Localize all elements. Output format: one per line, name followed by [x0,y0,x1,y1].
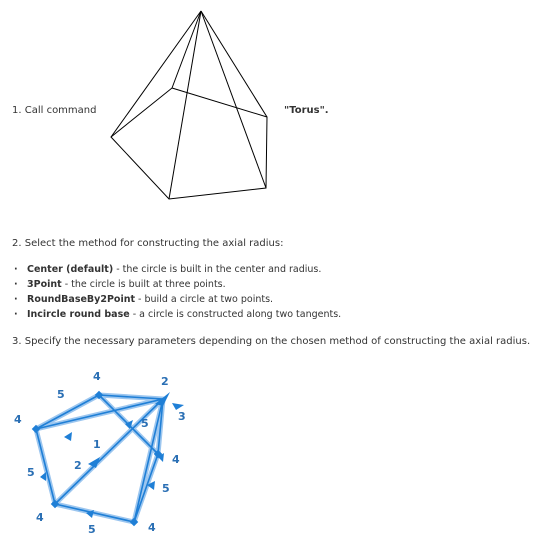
snap-label: 4 [148,521,156,534]
method-name: Incircle round base [27,309,130,320]
arrow-marker [64,432,72,441]
method-desc: - a circle is constructed along two tangents. [129,309,342,320]
snap-label: 2 [74,459,82,472]
snap-label: 4 [14,413,22,426]
step3-text: 3. Specify the necessary parameters depending on the chosen method of constructing the axial radius. [12,336,531,347]
snap-label: 2 [161,375,169,388]
method-item-center [12,262,341,277]
step1-text: 1. Call command [12,105,97,116]
step2-text: 2. Select the method for constructing the axial radius: [12,238,284,249]
snap-label: 5 [141,417,149,430]
snap-label: 1 [93,438,101,451]
pyramid-edge [172,11,201,88]
method-name: Center (default) [27,264,114,275]
method-name: RoundBaseBy2Point [27,294,136,305]
method-desc: - build a circle at two points. [135,294,274,305]
pyramid-edge [169,11,201,199]
snap-label: 4 [172,453,180,466]
snap-label: 5 [27,466,35,479]
snap-label: 4 [36,511,44,524]
snap-label: 5 [57,388,65,401]
arrow-marker [40,472,46,481]
snap-figure [0,360,551,551]
pyramid-figure [0,0,551,210]
torus-command: "Torus". [284,105,329,116]
method-list [12,262,341,322]
method-item-roundbase [12,292,341,307]
snap-label: 5 [88,523,96,536]
snap-label: 4 [93,370,101,383]
method-name: 3Point [27,279,62,290]
snap-label: 5 [162,482,170,495]
snap-label: 3 [178,410,186,423]
pyramid-edge [111,11,201,137]
arrow-marker [172,403,184,410]
method-desc: - the circle is built at three points. [61,279,226,290]
method-desc: - the circle is built in the center and radius. [113,264,322,275]
method-item-incircle [12,307,341,322]
method-item-3point [12,277,341,292]
